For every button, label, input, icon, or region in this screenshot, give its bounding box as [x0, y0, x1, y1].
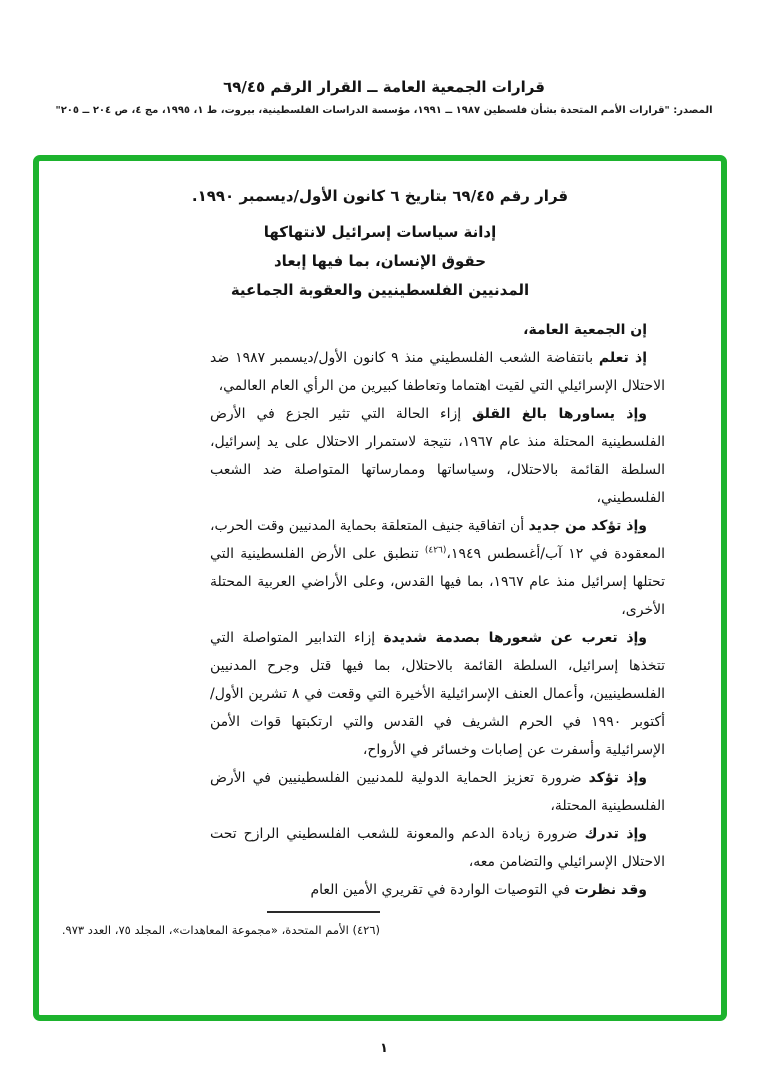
paragraph-lead: وإذ تؤكد من جديد: [528, 518, 647, 534]
paragraph-text: تنطبق على الأرض الفلسطينية التي تحتلها إسرائيل منذ عام ١٩٦٧، بما فيها القدس، وعلى الأراضي العربية المحتلة الأخرى،: [210, 546, 665, 618]
paragraph: [210, 316, 665, 344]
resolution-subtitle: [95, 218, 665, 305]
resolution-body: [210, 316, 665, 904]
subtitle-line: حقوق الإنسان، بما فيها إبعاد: [273, 252, 487, 270]
paragraph-lead: وإذ يساورها بالغ القلق: [472, 406, 647, 422]
paragraph-text: في التوصيات الواردة في تقريري الأمين العام: [310, 882, 575, 898]
footnote-reference: (٤٢٦): [424, 545, 447, 556]
source-line: المصدر: "قرارات الأمم المتحدة بشأن فلسطين ١٩٨٧ ــ ١٩٩١، مؤسسة الدراسات الفلسطينية، بيروت، ط ١، ١٩٩٥، مج ٤، ص ٢٠٤ ــ ٢٠٥": [55, 105, 713, 116]
paragraph-lead: إذ تعلم: [598, 350, 647, 366]
paragraph-text: أن اتفاقية جنيف المتعلقة بحماية المدنيين وقت الحرب، المعقودة في ١٢ آب/أغسطس ١٩٤٩،: [210, 518, 665, 562]
paragraph: [210, 344, 665, 400]
page-title: قرارات الجمعية العامة ــ القرار الرقم ٦٩/٤٥: [223, 78, 545, 96]
paragraph: [210, 876, 665, 904]
paragraph: [210, 400, 665, 512]
paragraph-lead: وإذ تؤكد: [588, 770, 647, 786]
paragraph-text: إزاء الحالة التي تثير الجزع في الأرض الفلسطينية المحتلة منذ عام ١٩٦٧، نتيجة لاستمرار الاحتلال على يد إسرائيل، السلطة القائمة بالاحتلال، وسياساتها وممارساتها المتواصلة ضد الشعب الفلسطيني،: [210, 406, 665, 506]
subtitle-line: المدنيين الفلسطينيين والعقوبة الجماعية: [230, 281, 530, 299]
paragraph-lead: وإذ تدرك: [584, 826, 648, 842]
footnote-text: (٤٢٦) الأمم المتحدة، «مجموعة المعاهدات»، المجلد ٧٥، العدد ٩٧٣.: [61, 923, 380, 937]
resolution-head: [95, 187, 665, 305]
paragraph-text: ضرورة تعزيز الحماية الدولية للمدنيين الفلسطينيين في الأرض الفلسطينية المحتلة،: [210, 770, 665, 814]
paragraph-text: ضرورة زيادة الدعم والمعونة للشعب الفلسطيني الرازح تحت الاحتلال الإسرائيلي والتضامن معه،: [210, 826, 665, 870]
paragraph: [210, 512, 665, 624]
paragraph-text: بانتفاضة الشعب الفلسطيني منذ ٩ كانون الأول/ديسمبر ١٩٨٧ ضد الاحتلال الإسرائيلي التي لقيت اهتماما وتعاطفا كبيرين من الرأي العام العالمي،: [210, 350, 665, 394]
paragraph-lead: وإذ تعرب عن شعورها بصدمة شديدة: [383, 630, 647, 646]
subtitle-line: إدانة سياسات إسرائيل لانتهاكها: [263, 223, 497, 241]
paragraph-text: إزاء التدابير المتواصلة التي تتخذها إسرائيل، السلطة القائمة بالاحتلال، بما فيها قتل وجرح المدنيين الفلسطينيين، وأعمال العنف الإسرائيلية الأخيرة التي وقعت في ٨ تشرين الأول/أكتوبر ١٩٩٠ في الحرم الشريف في القدس والتي ارتكبتها قوات الأمن الإسرائيلية وأسفرت عن إصابات وخسائر في الأرواح،: [210, 630, 665, 758]
paragraph: [210, 624, 665, 764]
paragraph: [210, 820, 665, 876]
document-frame: [33, 155, 727, 1021]
paragraph: [210, 764, 665, 820]
document-content: [39, 161, 721, 904]
page-header: [0, 0, 768, 116]
paragraph-lead: وقد نظرت: [574, 882, 647, 898]
resolution-title: قرار رقم ٦٩/٤٥ بتاريخ ٦ كانون الأول/ديسمبر ١٩٩٠.: [191, 187, 569, 205]
page-number: ١: [380, 1041, 388, 1056]
footnote-separator: [267, 911, 380, 913]
footnote-block: [61, 911, 380, 939]
paragraph-lead: إن الجمعية العامة،: [523, 322, 647, 338]
